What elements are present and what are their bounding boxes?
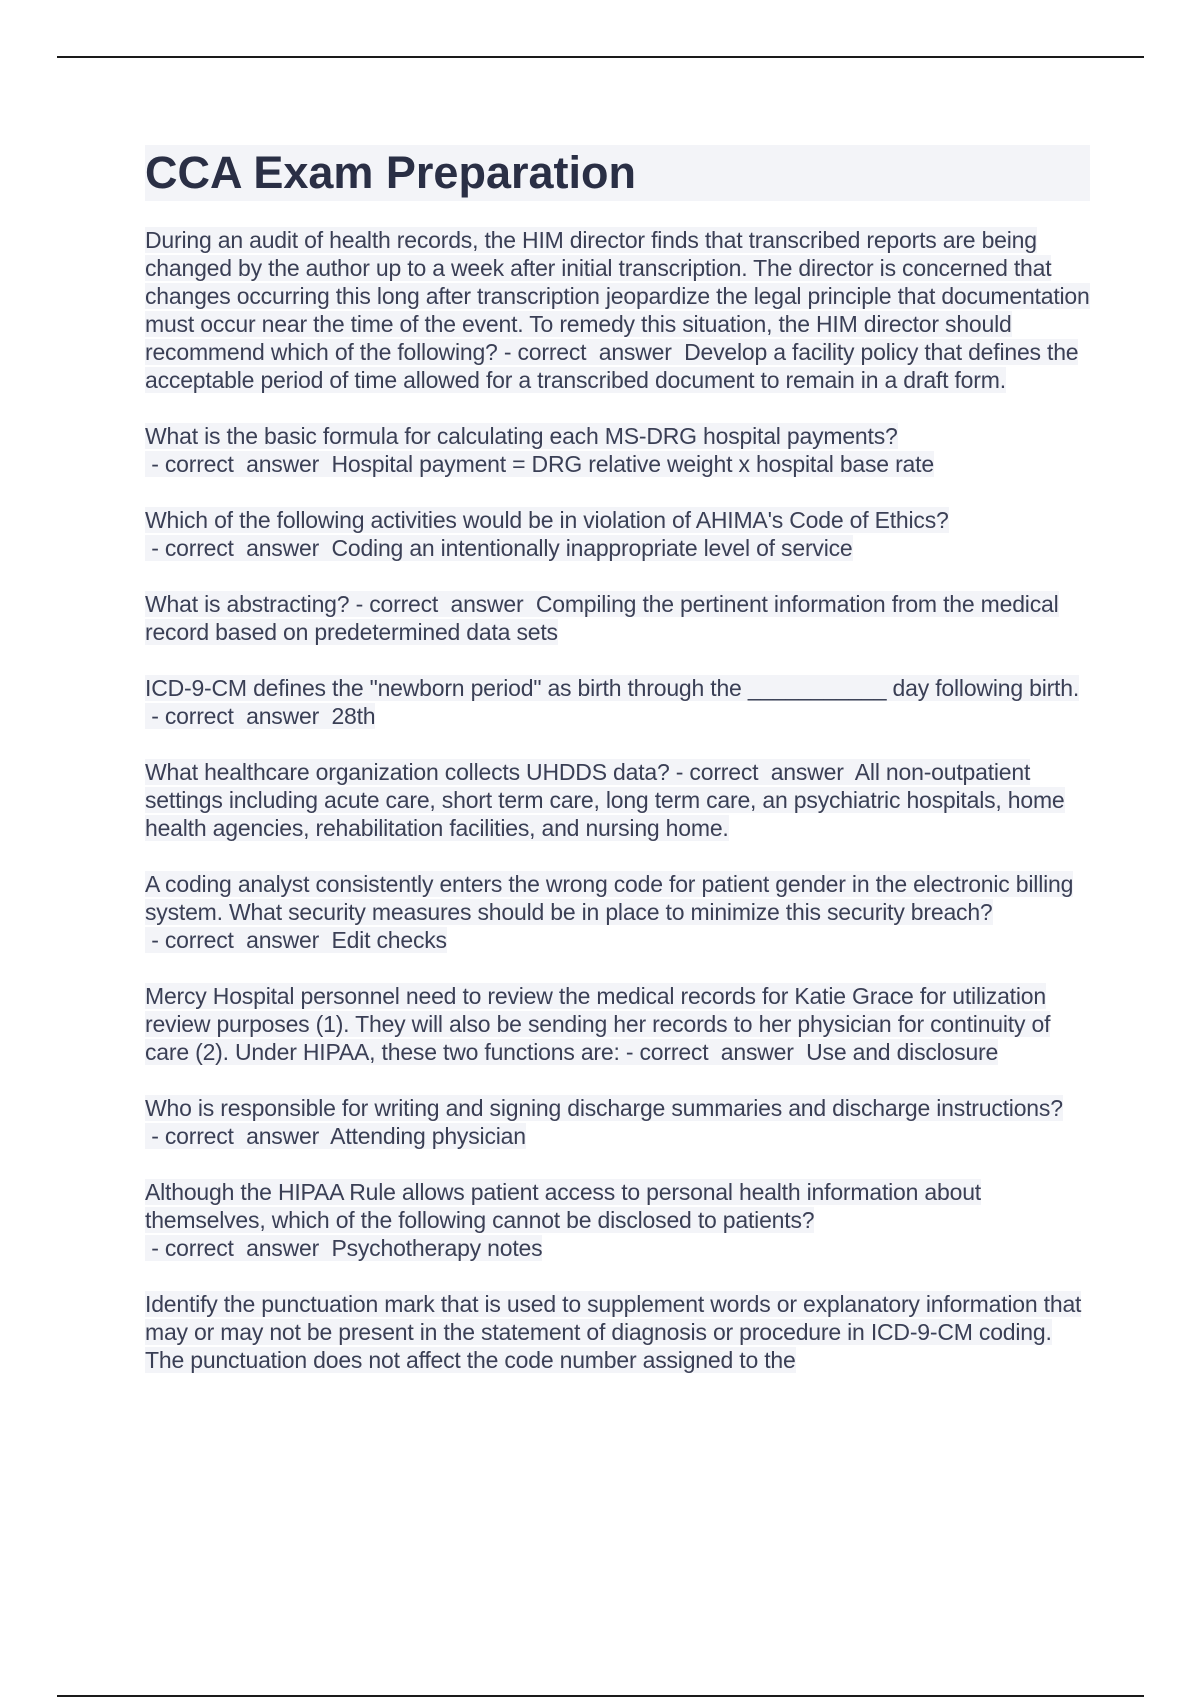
answer-separator: - correct answer <box>145 1235 332 1261</box>
answer-separator: - correct answer <box>669 759 855 785</box>
answer-text: Use and disclosure <box>806 1039 999 1065</box>
question-text: Which of the following activities would be in violation of AHIMA's Code of Ethics? <box>145 507 949 533</box>
answer-separator: - correct answer <box>145 927 332 953</box>
answer-text: Psychotherapy notes <box>331 1235 543 1261</box>
question-text: What is the basic formula for calculating each MS-DRG hospital payments? <box>145 423 898 449</box>
question-text: ICD-9-CM defines the "newborn period" as birth through the ___________ day following birth. <box>145 675 1080 701</box>
answer-text: Edit checks <box>331 927 447 953</box>
qa-item <box>145 422 1090 478</box>
answer-text: Compiling the pertinent information from the medical record based on predetermined data sets <box>145 591 1059 645</box>
top-rule <box>57 56 1144 58</box>
answer-text: Hospital payment = DRG relative weight x hospital base rate <box>331 451 934 477</box>
qa-item <box>145 226 1090 394</box>
qa-item <box>145 982 1090 1066</box>
answer-text: Attending physician <box>330 1123 526 1149</box>
question-text: A coding analyst consistently enters the wrong code for patient gender in the electronic billing system. What security measures should be in place to minimize this security breach? <box>145 871 1074 925</box>
question-text: What is abstracting? <box>145 591 350 617</box>
answer-separator: - correct answer <box>497 339 685 365</box>
document-body <box>145 145 1090 1402</box>
answer-text: 28th <box>331 703 376 729</box>
question-text: Identify the punctuation mark that is used to supplement words or explanatory information that may or may not be present in the statement of diagnosis or procedure in ICD-9-CM coding. The punctuation does not affect the code number assigned to the <box>145 1291 1082 1373</box>
answer-separator: - correct answer <box>145 703 332 729</box>
qa-item <box>145 1178 1090 1262</box>
question-text: Although the HIPAA Rule allows patient access to personal health information about themselves, which of the following cannot be disclosed to patients? <box>145 1179 981 1233</box>
answer-text: All non-outpatient settings including acute care, short term care, long term care, an psychiatric hospitals, home health agencies, rehabilitation facilities, and nursing home. <box>145 759 1065 841</box>
bottom-rule <box>57 1695 1144 1697</box>
answer-separator: - correct answer <box>619 1039 807 1065</box>
qa-item <box>145 590 1090 646</box>
qa-list <box>145 226 1090 1374</box>
answer-text: Develop a facility policy that defines the acceptable period of time allowed for a transcribed document to remain in a draft form. <box>145 339 1079 393</box>
qa-item-truncated <box>145 1290 1090 1374</box>
answer-text: Coding an intentionally inappropriate level of service <box>331 535 853 561</box>
question-text: During an audit of health records, the HIM director finds that transcribed reports are being changed by the author up to a week after initial transcription. The director is concerned that changes occurring this long after transcription jeopardize the legal principle that documentation must occur near the time of the event. To remedy this situation, the HIM director should recommend which of the following? <box>145 227 1090 365</box>
qa-item <box>145 674 1090 730</box>
answer-separator: - correct answer <box>145 1123 331 1149</box>
qa-item <box>145 1094 1090 1150</box>
answer-separator: - correct answer <box>145 535 332 561</box>
qa-item <box>145 506 1090 562</box>
question-text: Mercy Hospital personnel need to review the medical records for Katie Grace for utilization review purposes (1). They will also be sending her records to her physician for continuity of care (2). Under HIPAA, these two functions are: <box>145 983 1051 1065</box>
answer-separator: - correct answer <box>145 451 332 477</box>
qa-item <box>145 870 1090 954</box>
qa-item <box>145 758 1090 842</box>
question-text: What healthcare organization collects UHDDS data? <box>145 759 670 785</box>
page-title: CCA Exam Preparation <box>145 145 1090 201</box>
question-text: Who is responsible for writing and signing discharge summaries and discharge instructions? <box>145 1095 1063 1121</box>
answer-separator: - correct answer <box>349 591 536 617</box>
